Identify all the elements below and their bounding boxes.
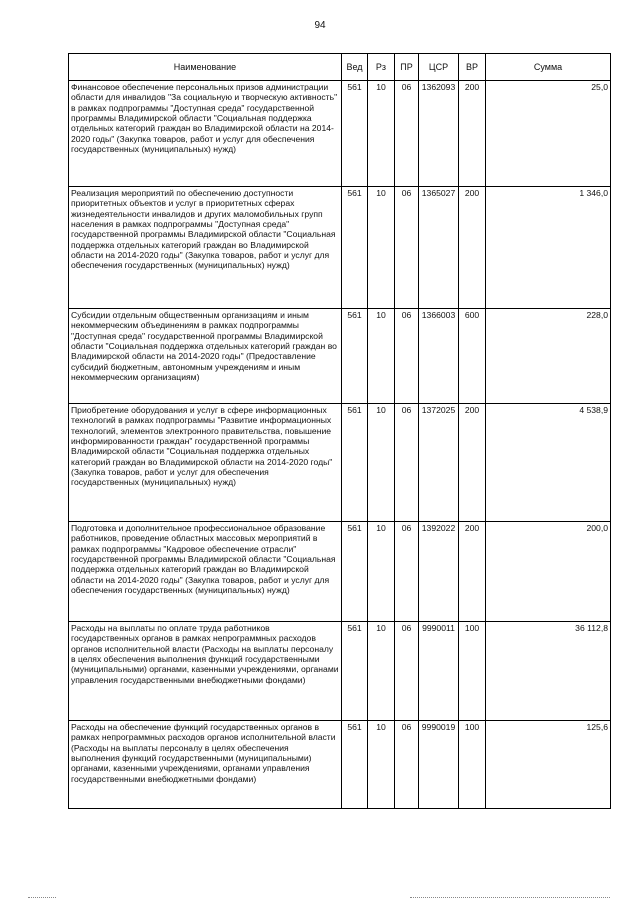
row-name: Субсидии отдельным общественным организациям и иным некоммерческим объединениям в рамках подпрограммы "Доступная среда" государственной программы Владимирской области "Социальная поддержка отдельных категорий граждан во Владимирской области на 2014-2020 годы" (Предоставление субсидий бюджетным, автономным учреждениям и иным некоммерческим организациям) <box>69 309 342 404</box>
row-vr: 200 <box>459 404 486 522</box>
row-vr: 200 <box>459 522 486 622</box>
row-sum: 25,0 <box>486 81 611 187</box>
table-header-row <box>69 54 611 81</box>
row-csr: 1362093 <box>419 81 459 187</box>
table-row <box>69 404 611 522</box>
row-rz: 10 <box>368 309 395 404</box>
scan-artifact-left <box>28 897 56 899</box>
row-pr: 06 <box>395 622 419 721</box>
table-row <box>69 522 611 622</box>
table-row <box>69 721 611 809</box>
row-vr: 100 <box>459 622 486 721</box>
row-rz: 10 <box>368 187 395 309</box>
row-pr: 06 <box>395 81 419 187</box>
row-sum: 125,6 <box>486 721 611 809</box>
row-sum: 36 112,8 <box>486 622 611 721</box>
scan-artifact-right <box>410 897 610 899</box>
header-csr: ЦСР <box>419 54 459 81</box>
header-rz: Рз <box>368 54 395 81</box>
row-rz: 10 <box>368 522 395 622</box>
row-ved: 561 <box>342 404 368 522</box>
row-name: Финансовое обеспечение персональных призов администрации области для инвалидов "За социальную и творческую активность" в рамках подпрограммы "Доступная среда" государственной программы Владимирской области "Социальная поддержка отдельных категорий граждан во Владимирской области на 2014-2020 годы" (Закупка товаров, работ и услуг для обеспечения государственных (муниципальных) нужд) <box>69 81 342 187</box>
row-name: Расходы на выплаты по оплате труда работников государственных органов в рамках непрограммных расходов органов исполнительной власти (Расходы на выплаты персоналу в целях обеспечения выполнения функций государственными (муниципальными) органами, казенными учреждениями, органами управления государственными внебюджетными фондами) <box>69 622 342 721</box>
row-name: Подготовка и дополнительное профессиональное образование работников, проведение областных массовых мероприятий в рамках подпрограммы "Кадровое обеспечение отрасли" государственной программы Владимирской области "Социальная поддержка отдельных категорий граждан во Владимирской области на 2014-2020 годы" (Закупка товаров, работ и услуг для обеспечения государственных (муниципальных) нужд) <box>69 522 342 622</box>
table-row <box>69 622 611 721</box>
row-pr: 06 <box>395 721 419 809</box>
row-sum: 1 346,0 <box>486 187 611 309</box>
row-ved: 561 <box>342 187 368 309</box>
row-name: Расходы на обеспечение функций государственных органов в рамках непрограммных расходов органов исполнительной власти (Расходы на выплаты персоналу в целях обеспечения выполнения функций государственными (муниципальными) органами, казенными учреждениями, органами управления государственными внебюджетными фондами) <box>69 721 342 809</box>
table-row <box>69 81 611 187</box>
header-vr: ВР <box>459 54 486 81</box>
row-ved: 561 <box>342 721 368 809</box>
page-number: 94 <box>314 20 326 31</box>
row-csr: 1392022 <box>419 522 459 622</box>
row-csr: 1366003 <box>419 309 459 404</box>
row-ved: 561 <box>342 622 368 721</box>
table-row <box>69 187 611 309</box>
row-vr: 100 <box>459 721 486 809</box>
row-ved: 561 <box>342 309 368 404</box>
header-sum: Сумма <box>486 54 611 81</box>
row-ved: 561 <box>342 522 368 622</box>
row-name: Реализация мероприятий по обеспечению доступности приоритетных объектов и услуг в приоритетных сферах жизнедеятельности инвалидов и других маломобильных групп населения в рамках подпрограммы "Доступная среда" государственной программы Владимирской области "Социальная поддержка отдельных категорий граждан во Владимирской области на 2014-2020 годы" (Закупка товаров, работ и услуг для обеспечения государственных (муниципальных) нужд) <box>69 187 342 309</box>
row-ved: 561 <box>342 81 368 187</box>
row-vr: 200 <box>459 81 486 187</box>
row-rz: 10 <box>368 622 395 721</box>
row-sum: 228,0 <box>486 309 611 404</box>
budget-table <box>68 53 611 809</box>
row-rz: 10 <box>368 81 395 187</box>
header-name: Наименование <box>69 54 342 81</box>
row-pr: 06 <box>395 187 419 309</box>
row-name: Приобретение оборудования и услуг в сфере информационных технологий в рамках подпрограммы "Развитие информационных технологий, элементов электронного правительства, повышение информированности граждан" государственной программы Владимирской области "Социальная поддержка отдельных категорий граждан во Владимирской области на 2014-2020 годы" (Закупка товаров, работ и услуг для обеспечения государственных (муниципальных) нужд) <box>69 404 342 522</box>
row-vr: 200 <box>459 187 486 309</box>
table-row <box>69 309 611 404</box>
row-sum: 4 538,9 <box>486 404 611 522</box>
row-vr: 600 <box>459 309 486 404</box>
row-pr: 06 <box>395 404 419 522</box>
header-ved: Вед <box>342 54 368 81</box>
row-pr: 06 <box>395 522 419 622</box>
row-sum: 200,0 <box>486 522 611 622</box>
row-csr: 9990019 <box>419 721 459 809</box>
row-csr: 1365027 <box>419 187 459 309</box>
row-pr: 06 <box>395 309 419 404</box>
row-csr: 1372025 <box>419 404 459 522</box>
row-csr: 9990011 <box>419 622 459 721</box>
row-rz: 10 <box>368 404 395 522</box>
row-rz: 10 <box>368 721 395 809</box>
header-pr: ПР <box>395 54 419 81</box>
